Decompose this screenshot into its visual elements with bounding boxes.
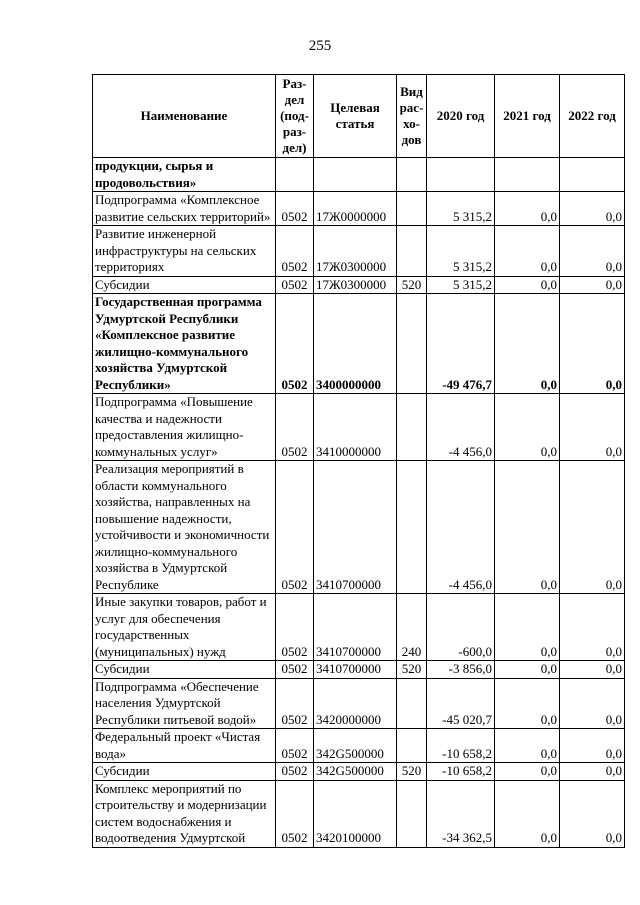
row-target-cell: 3420100000 [314,780,397,847]
row-2020-cell: -600,0 [427,594,495,661]
header-2022-text: 2022 год [568,108,616,123]
table-row [93,158,625,192]
row-section-cell: 0502 [276,594,314,661]
row-target-cell: 3400000000 [314,294,397,394]
row-2020-cell [427,158,495,192]
row-section-cell: 0502 [276,294,314,394]
row-2021-cell: 0,0 [495,461,560,594]
row-kind-cell [397,461,427,594]
row-name-cell: Подпрограмма «Повышение качества и надежности предоставления жилищно-коммунальных услуг» [93,394,276,461]
row-section-cell: 0502 [276,276,314,294]
row-name-cell: продукции, сырья и продовольствия» [93,158,276,192]
row-2020-cell: 5 315,2 [427,276,495,294]
header-target [314,75,397,158]
row-name-cell: Субсидии [93,661,276,679]
header-kind-text: Вид рас- хо- дов [399,84,424,147]
row-name-cell: Субсидии [93,276,276,294]
table-row [93,678,625,729]
row-kind-cell [397,780,427,847]
row-2020-cell: -49 476,7 [427,294,495,394]
row-kind-cell: 520 [397,763,427,781]
row-2020-cell: 5 315,2 [427,192,495,226]
row-2020-cell: -3 856,0 [427,661,495,679]
table-row [93,294,625,394]
row-name-cell: Подпрограмма «Комплексное развитие сельских территорий» [93,192,276,226]
table-row [93,276,625,294]
row-2022-cell [560,158,625,192]
header-2021 [495,75,560,158]
row-2021-cell: 0,0 [495,226,560,277]
row-2020-cell: -34 362,5 [427,780,495,847]
header-kind [397,75,427,158]
row-name-cell: Комплекс мероприятий по строительству и модернизации систем водоснабжения и водоотведения Удмуртской [93,780,276,847]
table-row [93,729,625,763]
row-target-cell: 342G500000 [314,763,397,781]
row-section-cell: 0502 [276,678,314,729]
row-2022-cell: 0,0 [560,294,625,394]
table-row [93,226,625,277]
row-2021-cell: 0,0 [495,394,560,461]
row-kind-cell [397,294,427,394]
header-2020-text: 2020 год [436,108,485,123]
row-2021-cell: 0,0 [495,763,560,781]
row-2022-cell: 0,0 [560,394,625,461]
row-target-cell: 3410700000 [314,661,397,679]
row-target-cell: 3410700000 [314,461,397,594]
row-target-cell: 17Ж0300000 [314,226,397,277]
header-2022 [560,75,625,158]
table-row [93,594,625,661]
row-name-cell: Подпрограмма «Обеспечение населения Удмуртской Республики питьевой водой» [93,678,276,729]
row-2020-cell: -10 658,2 [427,729,495,763]
row-2022-cell: 0,0 [560,678,625,729]
table-row [93,461,625,594]
row-name-cell: Субсидии [93,763,276,781]
row-kind-cell [397,158,427,192]
table-row [93,780,625,847]
row-2022-cell: 0,0 [560,661,625,679]
row-section-cell: 0502 [276,780,314,847]
row-name-cell: Реализация мероприятий в области коммунального хозяйства, направленных на повышение надежности, устойчивости и экономичности жилищно-коммунального хозяйства в Удмуртской Республике [93,461,276,594]
row-target-cell: 17Ж0000000 [314,192,397,226]
row-2021-cell [495,158,560,192]
row-section-cell: 0502 [276,763,314,781]
row-2021-cell: 0,0 [495,780,560,847]
row-target-cell: 3410000000 [314,394,397,461]
row-target-cell: 3420000000 [314,678,397,729]
row-section-cell: 0502 [276,192,314,226]
row-2022-cell: 0,0 [560,192,625,226]
row-kind-cell: 520 [397,276,427,294]
row-2020-cell: -4 456,0 [427,394,495,461]
row-kind-cell [397,192,427,226]
row-2021-cell: 0,0 [495,729,560,763]
row-target-cell: 3410700000 [314,594,397,661]
row-2022-cell: 0,0 [560,461,625,594]
row-2021-cell: 0,0 [495,594,560,661]
table-row [93,394,625,461]
table-header-row [93,75,625,158]
row-kind-cell [397,678,427,729]
header-section [276,75,314,158]
table-row [93,661,625,679]
row-2022-cell: 0,0 [560,226,625,277]
header-2020 [427,75,495,158]
row-kind-cell [397,729,427,763]
row-kind-cell: 520 [397,661,427,679]
row-target-cell: 342G500000 [314,729,397,763]
header-2021-text: 2021 год [503,108,551,123]
table-row [93,763,625,781]
row-2020-cell: 5 315,2 [427,226,495,277]
header-target-text: Целевая статья [330,100,380,131]
row-name-cell: Развитие инженерной инфраструктуры на сельских территориях [93,226,276,277]
row-2021-cell: 0,0 [495,294,560,394]
row-2022-cell: 0,0 [560,276,625,294]
row-name-cell: Иные закупки товаров, работ и услуг для обеспечения государственных (муниципальных) нужд [93,594,276,661]
row-2022-cell: 0,0 [560,780,625,847]
row-kind-cell [397,226,427,277]
table-body [93,158,625,848]
table-row [93,192,625,226]
row-name-cell: Государственная программа Удмуртской Республики «Комплексное развитие жилищно-коммунального хозяйства Удмуртской Республики» [93,294,276,394]
row-2021-cell: 0,0 [495,661,560,679]
row-section-cell: 0502 [276,394,314,461]
header-section-text: Раз- дел (под- раз- дел) [280,76,309,155]
row-2020-cell: -45 020,7 [427,678,495,729]
row-target-cell [314,158,397,192]
row-name-cell: Федеральный проект «Чистая вода» [93,729,276,763]
row-kind-cell: 240 [397,594,427,661]
budget-table [92,74,625,848]
header-name-text: Наименование [140,108,228,123]
row-target-cell: 17Ж0300000 [314,276,397,294]
row-2020-cell: -4 456,0 [427,461,495,594]
row-2021-cell: 0,0 [495,192,560,226]
row-kind-cell [397,394,427,461]
page-number: 255 [308,38,332,54]
header-name [93,75,276,158]
row-section-cell [276,158,314,192]
row-2021-cell: 0,0 [495,678,560,729]
row-section-cell: 0502 [276,226,314,277]
row-2022-cell: 0,0 [560,763,625,781]
row-2020-cell: -10 658,2 [427,763,495,781]
row-2021-cell: 0,0 [495,276,560,294]
row-section-cell: 0502 [276,729,314,763]
row-2022-cell: 0,0 [560,729,625,763]
row-section-cell: 0502 [276,461,314,594]
row-section-cell: 0502 [276,661,314,679]
row-2022-cell: 0,0 [560,594,625,661]
